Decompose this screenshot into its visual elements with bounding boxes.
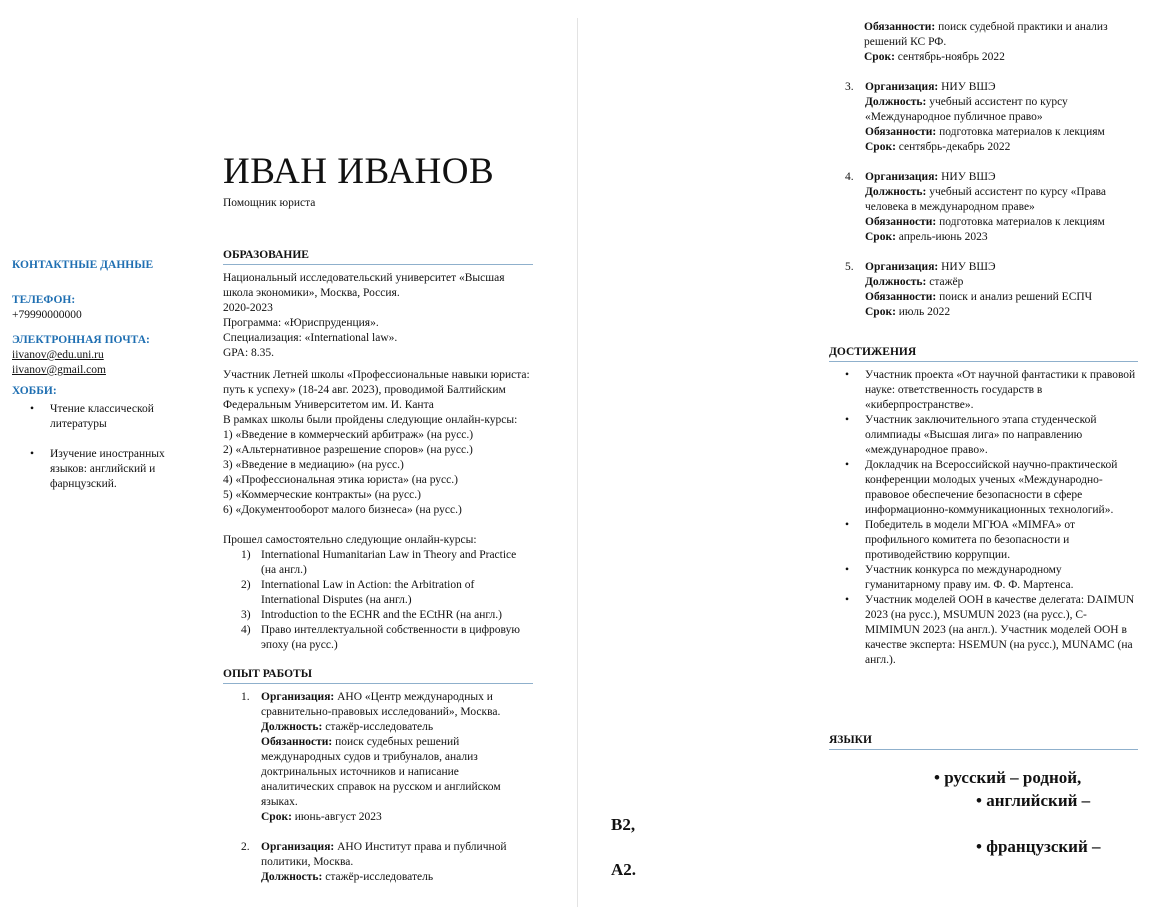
- hobby-item: • Чтение классической литературы: [30, 403, 154, 430]
- specialization: Специализация: «International law».: [223, 332, 398, 344]
- summer-course: 6) «Документооборот малого бизнеса» (на русс.): [223, 504, 462, 516]
- language-russian: • русский – родной,: [934, 768, 1082, 787]
- achievement-item: • Участник моделей ООН в качестве делегата: DAIMUN 2023 (на русс.), MSUMUN 2023 (на русс.), C-MIMIMUN 2023 (на англ.). Участник моделей ООН в качестве эксперта: HSEMUN (на русс.), MUNAMC (на англ.).: [845, 594, 1135, 666]
- phone-label: ТЕЛЕФОН:: [12, 294, 76, 306]
- language-french: • французский –: [976, 837, 1101, 856]
- email-link[interactable]: iivanov@edu.uni.ru: [12, 349, 104, 361]
- experience-item: 2. Организация: АНО Институт права и публичной политики, Москва. Должность: стажёр-исследователь: [241, 841, 507, 883]
- education-heading: ОБРАЗОВАНИЕ: [223, 248, 533, 265]
- achievement-item: • Участник проекта «От научной фантастики к правовой науке: ответственность государств в «киберпространстве».: [845, 369, 1136, 411]
- languages-heading: ЯЗЫКИ: [829, 733, 1138, 750]
- experience-item: 5. Организация: НИУ ВШЭ Должность: стажёр Обязанности: поиск и анализ решений ЕСПЧ Срок: июль 2022: [845, 261, 1093, 318]
- self-course: 2) International Law in Action: the Arbitration of International Disputes (на англ.): [241, 579, 475, 606]
- summer-school: Участник Летней школы «Профессиональные навыки юриста: путь к успеху» (18-24 авг. 2023), проводимой Балтийским Федеральным Университетом им. И. Канта: [223, 369, 530, 411]
- phone-value: +79990000000: [12, 309, 82, 321]
- email-label: ЭЛЕКТРОННАЯ ПОЧТА:: [12, 334, 150, 346]
- experience-continued: Обязанности: поиск судебной практики и анализ решений КС РФ. Срок: сентябрь-ноябрь 2022 3. Организация: НИУ ВШЭ Должность: учебный ассистент по курсу «Международное публичное право» Обязанности: подготовка материалов к лекциям Срок: сентябрь-декабрь 2022 4. Организация: НИУ ВШЭ Должность: учебный ассистент по курсу «Права человека в международном праве» Обязанности: подготовка материалов к лекциям Срок: апрель-июнь 2023 5. Организация: НИУ ВШЭ Должность: стажёр Обязанности: поиск и анализ решений ЕСПЧ Срок: июль 2022: [845, 20, 1120, 320]
- achievement-item: • Участник конкурса по международному гуманитарному праву им. Ф. Ф. Мартенса.: [845, 564, 1074, 591]
- page-divider: [577, 18, 578, 907]
- gpa: GPA: 8.35.: [223, 347, 275, 359]
- self-course: 3) Introduction to the ECHR and the ECtHR (на англ.): [241, 609, 502, 621]
- experience-item: 1. Организация: АНО «Центр международных и сравнительно-правовых исследований», Москва. Должность: стажёр-исследователь Обязанности: поиск судебных решений международных судов и трибуналов, анализ доктринальных источников и написание аналитических справок на русском и английском языках. Срок: июнь-август 2023: [241, 691, 501, 823]
- study-years: 2020-2023: [223, 302, 273, 314]
- achievement-item: • Докладчик на Всероссийской научно-практической конференции молодых ученых «Международно-правовое обеспечение безопасности в сфере информационно-коммуникационных технологий».: [845, 459, 1118, 516]
- job-title: Помощник юриста: [223, 197, 316, 209]
- program: Программа: «Юриспруденция».: [223, 317, 379, 329]
- resume-header: [223, 152, 543, 211]
- summer-course: 4) «Профессиональная этика юриста» (на русс.): [223, 474, 458, 486]
- university: Национальный исследовательский университет «Высшая школа экономики», Москва, Россия.: [223, 272, 505, 299]
- achievement-item: • Победитель в модели МГЮА «MIMFA» от профильного комитета по безопасности и противодействию коррупции.: [845, 519, 1075, 561]
- summer-course: 1) «Введение в коммерческий арбитраж» (на русс.): [223, 429, 474, 441]
- achievements-heading: ДОСТИЖЕНИЯ: [829, 345, 1138, 362]
- person-name: ИВАН ИВАНОВ: [223, 151, 495, 192]
- summer-courses-intro: В рамках школы были пройдены следующие онлайн-курсы:: [223, 414, 518, 426]
- self-courses-intro: Прошел самостоятельно следующие онлайн-курсы:: [223, 534, 477, 546]
- education-section: [223, 248, 533, 653]
- self-course: 1) International Humanitarian Law in Theory and Practice (на англ.): [241, 549, 517, 576]
- achievements-section: [829, 345, 1138, 668]
- hobby-label: ХОББИ:: [12, 385, 57, 397]
- achievement-item: • Участник заключительного этапа студенческой олимпиады «Высшая лига» по направлению «международное право».: [845, 414, 1097, 456]
- email-link[interactable]: iivanov@gmail.com: [12, 364, 106, 376]
- sidebar: [12, 258, 172, 492]
- hobby-item: • Изучение иностранных языков: английский и фарнцузский.: [30, 448, 165, 490]
- self-course: 4) Право интеллектуальной собственности в цифровую эпоху (на русс.): [241, 624, 520, 651]
- contacts-heading: КОНТАКТНЫЕ ДАННЫЕ: [12, 259, 154, 271]
- summer-course: 5) «Коммерческие контракты» (на русс.): [223, 489, 421, 501]
- language-french-level: A2.: [611, 860, 637, 879]
- experience-section: [223, 667, 533, 885]
- experience-item: 4. Организация: НИУ ВШЭ Должность: учебный ассистент по курсу «Права человека в международном праве» Обязанности: подготовка материалов к лекциям Срок: апрель-июнь 2023: [845, 171, 1106, 243]
- experience-heading: ОПЫТ РАБОТЫ: [223, 667, 533, 684]
- experience-item: 3. Организация: НИУ ВШЭ Должность: учебный ассистент по курсу «Международное публичное право» Обязанности: подготовка материалов к лекциям Срок: сентябрь-декабрь 2022: [845, 81, 1105, 153]
- language-english: • английский –: [976, 791, 1091, 810]
- summer-course: 2) «Альтернативное разрешение споров» (на русс.): [223, 444, 473, 456]
- language-english-level: B2,: [611, 815, 636, 834]
- summer-course: 3) «Введение в медиацию» (на русс.): [223, 459, 404, 471]
